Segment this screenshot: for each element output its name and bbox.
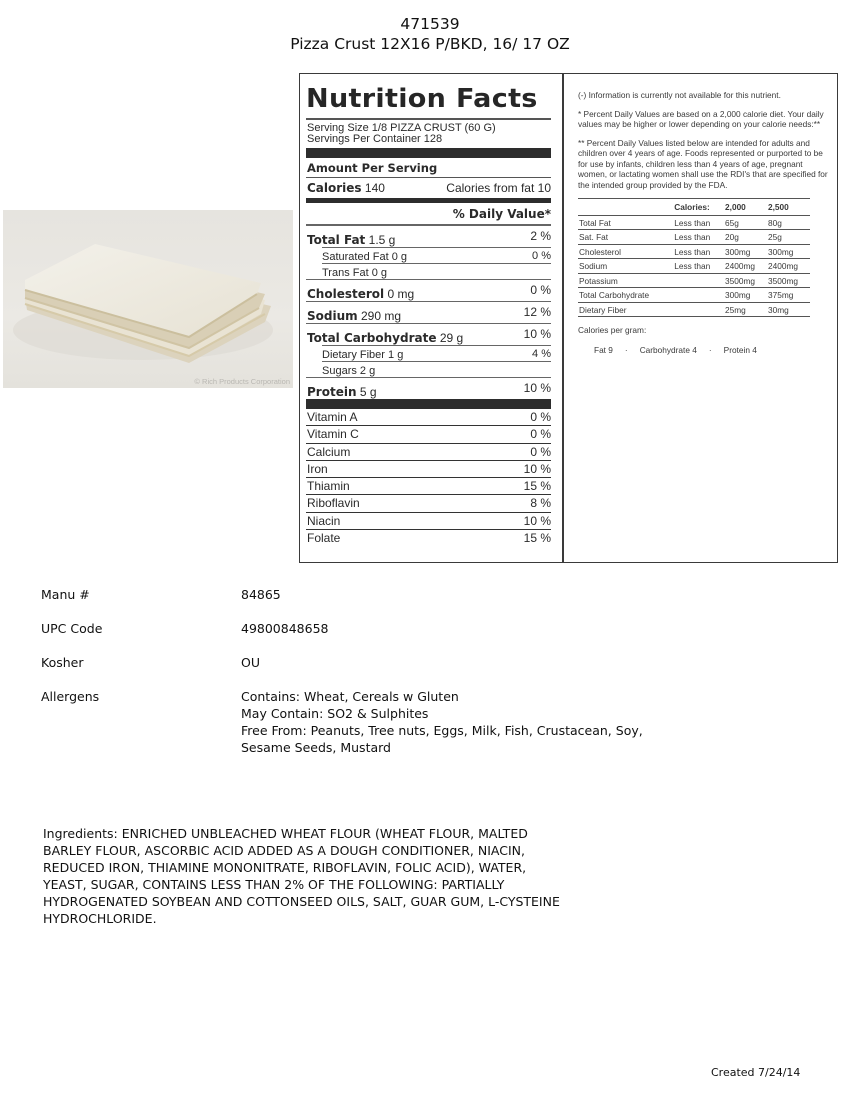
table-cell: 300mg bbox=[724, 288, 767, 303]
nutrient-daily-value: 4 % bbox=[532, 348, 551, 360]
nutrient-daily-value: 2 % bbox=[530, 229, 551, 243]
footnote-intended-for: ** Percent Daily Values listed below are intended for adults and children over 4 years of age. Foods represented or purported to be for use by infants, children less than 4 years of age, pregnant women, or lactating women shall use the RDI's that are specified for the intended group provided by the FDA. bbox=[578, 137, 828, 190]
vitamin-daily-value: 15 % bbox=[523, 479, 551, 494]
table-row bbox=[578, 244, 810, 259]
vitamin-daily-value: 10 % bbox=[523, 461, 551, 476]
info-label: UPC Code bbox=[41, 621, 103, 636]
ingredients-line: REDUCED IRON, THIAMINE MONONITRATE, RIBOFLAVIN, FOLIC ACID), WATER, bbox=[43, 860, 527, 875]
separator: · bbox=[708, 344, 712, 355]
vitamin-row bbox=[306, 494, 551, 511]
vitamin-label: Calcium bbox=[307, 444, 351, 459]
vitamin-label: Folate bbox=[307, 531, 341, 546]
daily-value-table-header bbox=[578, 199, 810, 216]
footnotes bbox=[578, 90, 833, 355]
calories-per-gram-item: Protein 4 bbox=[723, 344, 757, 355]
calories-label: Calories bbox=[307, 181, 362, 195]
table-header-cell bbox=[578, 199, 673, 216]
nutrient-label bbox=[307, 233, 395, 247]
table-cell: 25g bbox=[767, 230, 810, 245]
table-row bbox=[578, 273, 810, 288]
nutrient-row bbox=[322, 247, 551, 263]
calories-from-fat: Calories from fat 10 bbox=[446, 181, 551, 195]
table-cell bbox=[673, 302, 724, 317]
table-cell: 2400mg bbox=[724, 259, 767, 274]
table-cell: 25mg bbox=[724, 302, 767, 317]
table-header-cell: 2,000 bbox=[724, 199, 767, 216]
info-label: Manu # bbox=[41, 587, 90, 602]
item-number: 471539 bbox=[400, 15, 460, 33]
nutrient-name: Protein bbox=[307, 385, 357, 399]
table-cell: Less than bbox=[673, 259, 724, 274]
table-cell: Less than bbox=[673, 244, 724, 259]
table-header-cell: 2,500 bbox=[767, 199, 810, 216]
vitamin-label: Iron bbox=[307, 461, 328, 476]
ingredients-line: HYDROGENATED SOYBEAN AND COTTONSEED OILS, SALT, GUAR GUM, L-CYSTEINE bbox=[43, 894, 560, 909]
table-cell: Potassium bbox=[578, 273, 673, 288]
amount-per-serving: Amount Per Serving bbox=[307, 160, 438, 175]
table-cell: 3500mg bbox=[724, 273, 767, 288]
vitamin-label: Vitamin A bbox=[307, 410, 358, 424]
table-cell bbox=[673, 273, 724, 288]
photo-copyright: © Rich Products Corporation bbox=[194, 377, 290, 386]
nutrient-amount: 29 g bbox=[439, 331, 464, 345]
table-cell: 300mg bbox=[724, 244, 767, 259]
nutrient-row bbox=[306, 377, 551, 399]
table-cell: Cholesterol bbox=[578, 244, 673, 259]
ingredients-line: YEAST, SUGAR, CONTAINS LESS THAN 2% OF THE FOLLOWING: PARTIALLY bbox=[43, 877, 505, 892]
pizza-crust-image bbox=[3, 210, 293, 388]
vitamin-daily-value: 0 % bbox=[530, 427, 551, 442]
vitamin-daily-value: 0 % bbox=[530, 410, 551, 424]
vitamin-daily-value: 10 % bbox=[523, 513, 551, 528]
product-photo bbox=[3, 210, 293, 388]
table-row bbox=[578, 259, 810, 274]
table-row bbox=[578, 302, 810, 317]
nutrient-row bbox=[322, 345, 551, 361]
table-row bbox=[578, 230, 810, 245]
info-value bbox=[241, 688, 643, 756]
ingredients bbox=[43, 825, 683, 927]
vitamin-row bbox=[306, 425, 551, 442]
vitamin-row bbox=[306, 443, 551, 460]
info-label: Kosher bbox=[41, 655, 84, 670]
separator: · bbox=[624, 344, 628, 355]
ingredients-line: HYDROCHLORIDE. bbox=[43, 911, 157, 926]
vitamin-label: Thiamin bbox=[307, 479, 350, 494]
allergen-line: Contains: Wheat, Cereals w Gluten bbox=[241, 689, 459, 704]
nutrient-label bbox=[307, 331, 463, 345]
table-row bbox=[578, 288, 810, 303]
vitamin-row bbox=[306, 529, 551, 546]
nutrient-daily-value: 0 % bbox=[530, 283, 551, 297]
table-cell bbox=[673, 288, 724, 303]
nutrition-panel bbox=[299, 73, 838, 563]
vitamin-daily-value: 0 % bbox=[530, 444, 551, 459]
vitamin-row bbox=[306, 409, 551, 425]
nutrient-row bbox=[306, 323, 551, 345]
table-row bbox=[578, 215, 810, 230]
nutrient-row bbox=[306, 279, 551, 301]
footnote-not-available: (-) Information is currently not available for this nutrient. bbox=[578, 90, 781, 100]
table-cell: 20g bbox=[724, 230, 767, 245]
info-value: 84865 bbox=[241, 587, 281, 602]
nutrient-daily-value: 10 % bbox=[523, 327, 551, 341]
nutrient-label: Sugars 2 g bbox=[322, 365, 376, 377]
nutrient-label: Saturated Fat 0 g bbox=[322, 251, 407, 263]
table-cell: 2400mg bbox=[767, 259, 810, 274]
nutrient-row bbox=[322, 263, 551, 279]
nutrient-label bbox=[307, 385, 377, 399]
info-label: Allergens bbox=[41, 689, 100, 704]
table-cell: Sodium bbox=[578, 259, 673, 274]
nutrient-label bbox=[307, 287, 414, 301]
calories-per-gram-item: Carbohydrate 4 bbox=[639, 344, 697, 355]
nutrient-name: Sodium bbox=[307, 309, 358, 323]
nutrient-row bbox=[306, 224, 551, 247]
nutrient-amount: 0 mg bbox=[387, 287, 415, 301]
nutrition-facts-title: Nutrition Facts bbox=[306, 84, 538, 114]
nutrient-row bbox=[306, 301, 551, 323]
calories-per-gram-label: Calories per gram: bbox=[578, 325, 647, 335]
allergen-line: Sesame Seeds, Mustard bbox=[241, 740, 391, 755]
nutrient-daily-value: 10 % bbox=[523, 381, 551, 395]
table-cell: Total Carbohydrate bbox=[578, 288, 673, 303]
table-cell: 300mg bbox=[767, 244, 810, 259]
info-value: OU bbox=[241, 655, 260, 670]
nutrient-name: Cholesterol bbox=[307, 287, 385, 301]
nutrient-amount: 290 mg bbox=[360, 309, 402, 323]
ingredients-line: Ingredients: ENRICHED UNBLEACHED WHEAT FLOUR (WHEAT FLOUR, MALTED bbox=[43, 826, 528, 841]
table-cell: 65g bbox=[724, 215, 767, 230]
vitamin-label: Riboflavin bbox=[307, 496, 360, 511]
vitamin-row bbox=[306, 460, 551, 477]
page-header bbox=[0, 14, 850, 54]
nutrient-label bbox=[307, 309, 401, 323]
created-date: Created 7/24/14 bbox=[711, 1066, 801, 1079]
serving-info bbox=[306, 120, 551, 148]
vitamin-daily-value: 15 % bbox=[523, 531, 551, 546]
divider-thick bbox=[306, 399, 551, 409]
nutrient-name: Total Fat bbox=[307, 233, 366, 247]
nutrient-amount: 5 g bbox=[359, 385, 377, 399]
allergen-line: May Contain: SO2 & Sulphites bbox=[241, 706, 429, 721]
table-cell: Less than bbox=[673, 215, 724, 230]
table-cell: Dietary Fiber bbox=[578, 302, 673, 317]
vitamin-list bbox=[306, 409, 551, 546]
divider-thick bbox=[306, 148, 551, 158]
product-name: Pizza Crust 12X16 P/BKD, 16/ 17 OZ bbox=[290, 35, 570, 53]
table-cell: 80g bbox=[767, 215, 810, 230]
vitamin-row bbox=[306, 512, 551, 529]
daily-value-table bbox=[578, 198, 810, 317]
nutrient-amount: 1.5 g bbox=[368, 233, 396, 247]
table-cell: 3500mg bbox=[767, 273, 810, 288]
panel-divider bbox=[562, 74, 564, 562]
nutrient-label: Dietary Fiber 1 g bbox=[322, 349, 404, 361]
daily-value-header: % Daily Value* bbox=[452, 207, 551, 221]
vitamin-daily-value: 8 % bbox=[530, 496, 551, 511]
serving-size: Serving Size 1/8 PIZZA CRUST (60 G) bbox=[307, 121, 496, 134]
table-cell: Less than bbox=[673, 230, 724, 245]
nutrient-daily-value: 12 % bbox=[523, 305, 551, 319]
nutrient-row bbox=[322, 361, 551, 377]
nutrition-facts-label bbox=[306, 74, 551, 546]
calories-per-gram bbox=[578, 345, 833, 356]
nutrient-daily-value: 0 % bbox=[532, 250, 551, 262]
table-header-cell: Calories: bbox=[673, 199, 724, 216]
vitamin-label: Vitamin C bbox=[307, 427, 359, 442]
table-cell: 375mg bbox=[767, 288, 810, 303]
info-value: 49800848658 bbox=[241, 621, 329, 636]
footnote-percent-basis: * Percent Daily Values are based on a 2,000 calorie diet. Your daily values may be higher or lower depending on your calorie needs:** bbox=[578, 108, 824, 129]
nutrient-list bbox=[306, 224, 551, 399]
ingredients-line: BARLEY FLOUR, ASCORBIC ACID ADDED AS A DOUGH CONDITIONER, NIACIN, bbox=[43, 843, 525, 858]
allergen-line: Free From: Peanuts, Tree nuts, Eggs, Milk, Fish, Crustacean, Soy, bbox=[241, 723, 643, 738]
table-cell: Sat. Fat bbox=[578, 230, 673, 245]
vitamin-row bbox=[306, 477, 551, 494]
calories-per-gram-item: Fat 9 bbox=[594, 344, 613, 355]
table-cell: 30mg bbox=[767, 302, 810, 317]
calories-row bbox=[306, 178, 551, 198]
nutrient-name: Total Carbohydrate bbox=[307, 331, 437, 345]
nutrient-label: Trans Fat 0 g bbox=[322, 267, 388, 279]
vitamin-label: Niacin bbox=[307, 513, 341, 528]
calories-value: 140 bbox=[364, 181, 385, 195]
table-cell: Total Fat bbox=[578, 215, 673, 230]
servings-per-container: Servings Per Container 128 bbox=[307, 132, 443, 145]
